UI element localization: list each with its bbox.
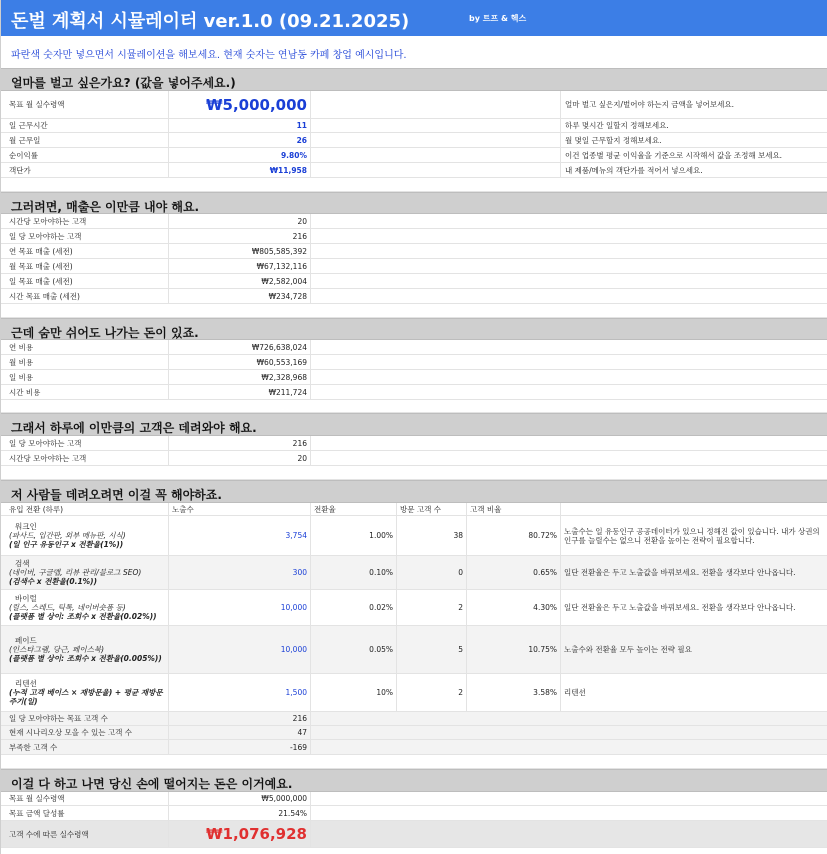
funnel-header-row (1, 503, 827, 516)
row-value: ₩67,132,116 (169, 259, 311, 273)
row-label: 일 근무시간 (1, 119, 169, 132)
ratio-value: 0.65% (467, 556, 561, 589)
row-label: 시간 비용 (1, 385, 169, 399)
revenue-row (1, 289, 827, 304)
row-value: 216 (169, 436, 311, 450)
section-revenue (1, 192, 827, 214)
column-header: 유입 전환 (하루) (1, 503, 169, 515)
channel-examples: (릴스, 스레드, 틱톡, 네이버숏폼 등) (9, 603, 126, 612)
input-row (1, 133, 827, 148)
spacer-row (1, 466, 827, 480)
intro-row (1, 36, 827, 68)
channel-formula: (일 인구 유동인구 x 전환율(1%)) (9, 540, 124, 549)
exposure-input[interactable]: 1,500 (169, 674, 311, 711)
revenue-row (1, 259, 827, 274)
row-note: 일단 전환율은 두고 노출값을 바꿔보세요. 전환을 생각보다 안나옵니다. (561, 556, 827, 589)
section-title: 얼마를 벌고 싶은가요? (값을 넣어주세요.) (11, 76, 236, 90)
funnel-row (1, 626, 827, 674)
section-title: 저 사람들 데려오려면 이걸 꼭 해야하죠. (11, 488, 222, 502)
cost-row (1, 355, 827, 370)
row-note: 노출수와 전환율 모두 높이는 전략 필요 (561, 626, 827, 673)
rate-value: 0.02% (311, 590, 397, 625)
row-label: 월 비용 (1, 355, 169, 369)
summary-row (1, 726, 827, 740)
rate-value: 0.10% (311, 556, 397, 589)
row-label: 월 목표 매출 (세전) (1, 259, 169, 273)
revenue-row (1, 274, 827, 289)
column-header: 전환율 (311, 503, 397, 515)
cost-row (1, 385, 827, 400)
funnel-row (1, 556, 827, 590)
ratio-value: 4.30% (467, 590, 561, 625)
cost-row (1, 340, 827, 355)
summary-row (1, 712, 827, 726)
funnel-row (1, 590, 827, 626)
row-label: 목표 월 실수령액 (1, 91, 169, 118)
row-label: 연 목표 매출 (세전) (1, 244, 169, 258)
ratio-value: 80.72% (467, 516, 561, 555)
funnel-row (1, 516, 827, 556)
row-value: ₩2,328,968 (169, 370, 311, 384)
row-value: 47 (169, 726, 311, 739)
row-label: 일 목표 매출 (세전) (1, 274, 169, 288)
rate-value: 0.05% (311, 626, 397, 673)
row-label: 부족한 고객 수 (1, 740, 169, 754)
intro-text: 파란색 숫자만 넣으면서 시뮬레이션을 해보세요. 현재 숫자는 연남동 카페 창업 예시입니다. (11, 50, 407, 61)
channel-examples: (인스타그램, 당근, 페이스북) (9, 645, 105, 654)
column-header: 방문 고객 수 (397, 503, 467, 515)
row-value: 216 (169, 712, 311, 725)
row-label: 일 비용 (1, 370, 169, 384)
row-note: 내 제품/메뉴의 객단가를 적어서 넣으세요. (561, 163, 827, 177)
row-value: ₩805,585,392 (169, 244, 311, 258)
unit-price-input[interactable]: ₩11,958 (169, 163, 311, 177)
ratio-value: 3.58% (467, 674, 561, 711)
revenue-row (1, 214, 827, 229)
channel-formula: (검색수 x 전환율(0.1%)) (9, 577, 98, 586)
work-days-input[interactable]: 26 (169, 133, 311, 147)
section-goal (1, 68, 827, 91)
channel-name: 페이드 (15, 636, 37, 645)
work-hours-input[interactable]: 11 (169, 119, 311, 132)
row-label: 일 당 모아야하는 고객 (1, 436, 169, 450)
row-label: 일 당 모아야하는 목표 고객 수 (1, 712, 169, 725)
row-label: 목표 월 실수령액 (1, 792, 169, 805)
title-bar (1, 0, 827, 36)
channel-formula: (누적 고객 베이스 × 재방문율) + 평균 재방문 주기(일) (9, 688, 163, 706)
row-value: ₩2,582,004 (169, 274, 311, 288)
spacer-row (1, 400, 827, 413)
channel-name: 리텐션 (15, 679, 37, 688)
row-label: 목표 금액 달성률 (1, 806, 169, 820)
section-costs (1, 318, 827, 340)
row-value: -169 (169, 740, 311, 754)
visitors-value: 0 (397, 556, 467, 589)
section-result (1, 769, 827, 792)
channel-formula: (플랫폼 별 상이: 조회수 x 전환율(0.02%)) (9, 612, 157, 621)
customer-row (1, 436, 827, 451)
exposure-input[interactable]: 3,754 (169, 516, 311, 555)
revenue-row (1, 244, 827, 259)
visitors-value: 5 (397, 626, 467, 673)
channel-cell (1, 516, 169, 555)
visitors-value: 38 (397, 516, 467, 555)
channel-name: 바이럴 (15, 594, 37, 603)
column-header: 고객 비율 (467, 503, 561, 515)
input-row (1, 91, 827, 119)
result-row (1, 806, 827, 821)
cost-row (1, 370, 827, 385)
visitors-value: 2 (397, 590, 467, 625)
row-label: 현재 시나리오상 모을 수 있는 고객 수 (1, 726, 169, 739)
ratio-value: 10.75% (467, 626, 561, 673)
row-note: 일단 전환율은 두고 노출값을 바꿔보세요. 전환을 생각보다 안나옵니다. (561, 590, 827, 625)
section-customers (1, 413, 827, 436)
row-label: 일 당 모아야하는 고객 (1, 229, 169, 243)
spacer-row (1, 755, 827, 769)
row-label: 시간당 모아야하는 고객 (1, 451, 169, 465)
row-label: 고객 수에 따른 실수령액 (1, 821, 169, 847)
channel-cell (1, 674, 169, 711)
channel-formula: (플랫폼 별 상이: 조회수 x 전환율(0.005%)) (9, 654, 162, 663)
rate-value: 1.00% (311, 516, 397, 555)
exposure-input[interactable]: 300 (169, 556, 311, 589)
channel-cell (1, 626, 169, 673)
exposure-input[interactable]: 10,000 (169, 626, 311, 673)
margin-input[interactable]: 9.80% (169, 148, 311, 162)
channel-cell (1, 556, 169, 589)
row-value: 20 (169, 214, 311, 228)
exposure-input[interactable]: 10,000 (169, 590, 311, 625)
channel-name: 검색 (15, 559, 30, 568)
column-header: 노출수 (169, 503, 311, 515)
author-credit: by 트프 & 헥스 (469, 14, 527, 23)
input-row (1, 119, 827, 133)
row-label: 연 비용 (1, 340, 169, 354)
row-note: 하루 몇시간 일할지 정해보세요. (561, 119, 827, 132)
row-note: 노출수는 일 유동인구 공공데이터가 있으니 정해진 값이 있습니다. 내가 상권의 인구를 늘릴수는 없으니 전환을 높이는 전략이 필요합니다. (561, 516, 827, 555)
result-row (1, 821, 827, 848)
channel-name: 워크인 (15, 522, 37, 531)
row-label: 순이익률 (1, 148, 169, 162)
row-value: ₩5,000,000 (169, 792, 311, 805)
row-label: 월 근무일 (1, 133, 169, 147)
channel-examples: (파사드, 입간판, 외부 메뉴판, 시식) (9, 531, 126, 540)
input-row (1, 148, 827, 163)
section-title: 그래서 하루에 이만큼의 고객은 데려와야 해요. (11, 421, 257, 435)
section-title: 이걸 다 하고 나면 당신 손에 떨어지는 돈은 이거예요. (11, 777, 293, 791)
row-label: 객단가 (1, 163, 169, 177)
row-value: 216 (169, 229, 311, 243)
row-note: 월 몇일 근무할지 정해보세요. (561, 133, 827, 147)
revenue-row (1, 229, 827, 244)
customer-row (1, 451, 827, 466)
final-income-value: ₩1,076,928 (169, 821, 311, 847)
section-funnel (1, 480, 827, 503)
sheet-title: 돈벌 계획서 시뮬레이터 ver.1.0 (09.21.2025) (11, 11, 410, 32)
goal-income-input[interactable]: ₩5,000,000 (169, 91, 311, 118)
row-value: ₩60,553,169 (169, 355, 311, 369)
row-value: ₩726,638,024 (169, 340, 311, 354)
row-note: 얼마 벌고 싶은지/벌어야 하는지 금액을 넣어보세요. (561, 91, 827, 118)
row-label: 시간당 모아야하는 고객 (1, 214, 169, 228)
rate-value: 10% (311, 674, 397, 711)
row-value: 21.54% (169, 806, 311, 820)
channel-cell (1, 590, 169, 625)
result-row (1, 792, 827, 806)
row-label: 시간 목표 매출 (세전) (1, 289, 169, 303)
summary-row (1, 740, 827, 755)
section-title: 그러려면, 매출은 이만큼 내야 해요. (11, 200, 200, 214)
channel-examples: (네이버, 구글맵, 리뷰 관리/블로그 SEO) (9, 568, 142, 577)
row-value: 20 (169, 451, 311, 465)
section-title: 근데 숨만 쉬어도 나가는 돈이 있죠. (11, 326, 199, 340)
spacer-row (1, 178, 827, 192)
row-value: ₩234,728 (169, 289, 311, 303)
input-row (1, 163, 827, 178)
row-note: 리텐션 (561, 674, 827, 711)
row-note: 이건 업종별 평균 이익율을 기준으로 시작해서 값을 조정해 보세요. (561, 148, 827, 162)
funnel-row (1, 674, 827, 712)
row-value: ₩211,724 (169, 385, 311, 399)
spacer-row (1, 304, 827, 318)
visitors-value: 2 (397, 674, 467, 711)
